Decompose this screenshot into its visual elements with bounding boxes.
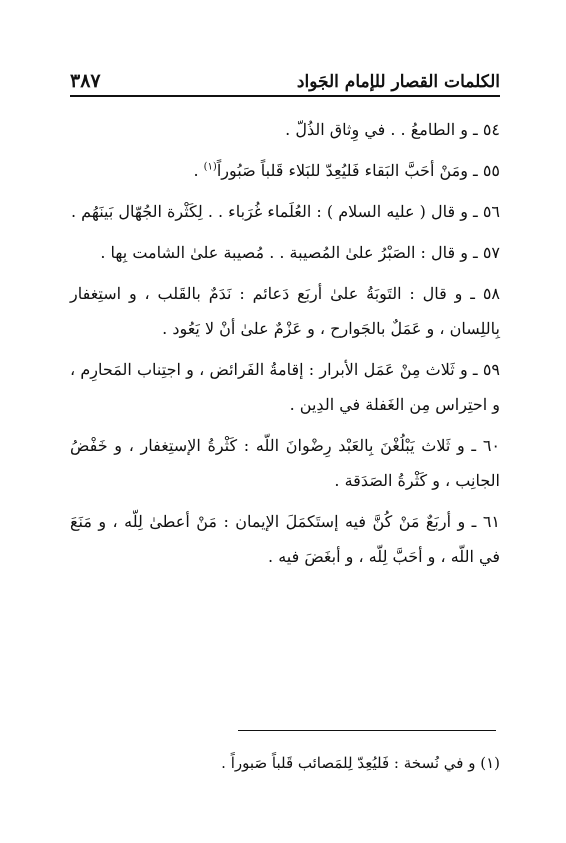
saying-58: ٥٨ ـ و قال : التَوبَةُ علىٰ أربَع دَعائم : نَدَمٌ بالقَلب ، و استِغفار بِاللِسان ، و عَمَلٌ بالجَوارح ، و عَزْمٌ علىٰ أنْ لا يَعُود . xyxy=(70,284,500,338)
page-header xyxy=(70,58,500,97)
saying-56: ٥٦ ـ و قال ( عليه السلام ) : العُلَماء غُرَباء . . لِكَثْرة الجُهّال بَينَهُم . xyxy=(71,202,500,221)
saying-54: ٥٤ ـ و الطامعُ . . في وِثاق الذُلّ . xyxy=(285,120,500,139)
page-number: ٣٨٧ xyxy=(70,70,101,92)
sayings-body xyxy=(70,112,506,580)
saying-59: ٥٩ ـ و ثَلاث مِنْ عَمَل الأبرار : إقامةُ الفَرائض ، و اجتِناب المَحارِم ، و احتِراس مِن الغَفلة في الدِين . xyxy=(70,360,500,414)
footnote-reference[interactable]: (١) xyxy=(203,161,217,173)
saying-55-end: . xyxy=(193,161,204,180)
saying-55-text: ٥٥ ـ ومَنْ أحَبَّ البَقاء فَليُعِدّ للبَلاء قَلباً صَبُوراً xyxy=(216,161,500,180)
saying-55 xyxy=(70,153,506,190)
saying-61: ٦١ ـ و أربَعٌ مَنْ كُنَّ فيه إستَكمَلَ الإيمان : مَنْ أعطىٰ لِلّه ، و مَنَعَ في اللّه ، و أحَبَّ لِلّه ، و أبغَضَ فيه . xyxy=(70,512,500,566)
footnote-divider xyxy=(238,730,496,731)
footnote: (١) و في نُسخة : فَليُعِدّ لِلمَصائب قَلباً صَبوراً . xyxy=(221,754,500,772)
saying-60: ٦٠ ـ و ثَلاث يَبْلُغْنَ بِالعَبْد رِضْوانَ اللّه : كَثْرةُ الإستِغفار ، و خَفْضُ الجانِب ، و كَثْرةُ الصَدَقة . xyxy=(70,436,500,490)
running-title: الكلمات القصار للإمام الجَواد xyxy=(296,72,500,92)
saying-57: ٥٧ ـ و قال : الصَبْرُ علىٰ المُصيبة . . مُصيبة علىٰ الشامت بِها . xyxy=(100,243,500,262)
